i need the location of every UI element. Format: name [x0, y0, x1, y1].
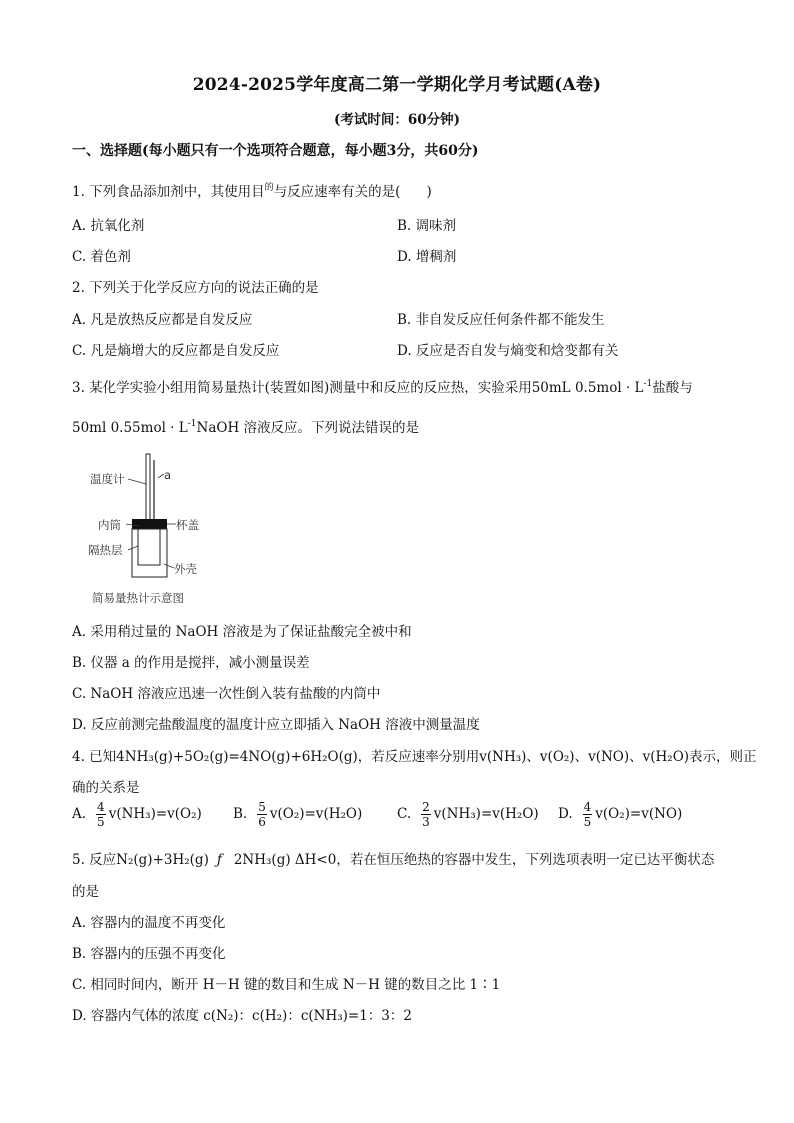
fraction-numerator: 5 [258, 800, 266, 814]
question-4-stem-line1: 4. 已知4NH₃(g)+5O₂(g)=4NO(g)+6H₂O(g)，若反应速率分别用v(NH₃)、v(O₂)、v(NO)、v(H₂O)表示，则正 [72, 749, 757, 765]
leader-thermometer [128, 479, 146, 484]
label-lid: 杯盖 [176, 518, 199, 532]
fraction-denominator: 5 [583, 815, 592, 829]
q5-option-b[interactable]: B. 容器内的压强不再变化 [72, 946, 226, 962]
q2-option-c[interactable]: C. 凡是熵增大的反应都是自发反应 [72, 343, 280, 359]
section-heading: 一、选择题(每小题只有一个选项符合题意，每小题3分，共60分) [72, 143, 479, 159]
q1-stem-part: ) [426, 184, 432, 200]
option-letter: B. [233, 806, 248, 822]
q3-exponent: -1 [643, 379, 653, 389]
question-4-stem-line2: 确的关系是 [72, 780, 140, 796]
q3-option-a[interactable]: A. 采用稍过量的 NaOH 溶液是为了保证盐酸完全被中和 [72, 624, 412, 640]
q5-option-a[interactable]: A. 容器内的温度不再变化 [72, 915, 226, 931]
option-expression: v(NH₃)=v(H₂O) [433, 806, 539, 822]
diagram-caption: 简易量热计示意图 [92, 591, 184, 605]
calorimeter-diagram [86, 446, 226, 608]
fraction [96, 800, 106, 829]
question-3-stem-line2 [72, 416, 419, 436]
q4-option-b[interactable] [233, 800, 362, 829]
option-letter: D. [558, 806, 573, 822]
q3-stem-part: NaOH 溶液反应。下列说法错误的是 [196, 420, 420, 436]
q1-option-c[interactable]: C. 着色剂 [72, 249, 131, 265]
option-expression: v(O₂)=v(NO) [595, 806, 683, 822]
question-2-stem: 2. 下列关于化学反应方向的说法正确的是 [72, 280, 319, 296]
q2-option-b[interactable]: B. 非自发反应任何条件都不能发生 [397, 312, 605, 328]
q4-option-c[interactable] [397, 800, 539, 829]
label-inner-cup: 内筒 [98, 518, 121, 532]
q3-option-b[interactable]: B. 仪器 a 的作用是搅拌，减小测量误差 [72, 655, 310, 671]
question-5-stem-line2: 的是 [72, 884, 99, 900]
exam-duration: (考试时间：60分钟) [333, 112, 461, 128]
q1-option-a[interactable]: A. 抗氧化剂 [72, 218, 145, 234]
fraction-denominator: 5 [97, 815, 105, 829]
exam-title: 2024-2025学年度高二第一学期化学月考试题(A卷) [192, 75, 602, 95]
fraction [583, 800, 593, 829]
q3-stem-part: 50ml 0.55mol · L [72, 420, 188, 436]
option-expression: v(O₂)=v(H₂O) [269, 806, 363, 822]
q2-option-a[interactable]: A. 凡是放热反应都是自发反应 [72, 312, 253, 328]
label-stirrer-a: a [164, 468, 172, 482]
fraction-denominator: 6 [258, 815, 266, 829]
q4-option-d[interactable] [558, 800, 682, 829]
label-shell: 外壳 [174, 562, 197, 576]
question-3-stem-line1 [72, 376, 693, 396]
q4-option-a[interactable] [72, 800, 202, 829]
q3-exponent: -1 [187, 419, 197, 429]
q1-option-d[interactable]: D. 增稠剂 [397, 249, 457, 265]
q3-stem-part: 盐酸与 [652, 380, 693, 396]
lid-shape [132, 519, 167, 529]
inner-cup-shape [138, 529, 160, 565]
q5-option-d[interactable]: D. 容器内气体的浓度 c(N₂)：c(H₂)：c(NH₃)=1：3：2 [72, 1008, 412, 1024]
q3-stem-part: 3. 某化学实验小组用简易量热计(装置如图)测量中和反应的反应热，实验采用50mL 0.5mol · L [72, 380, 644, 396]
q3-option-d[interactable]: D. 反应前测完盐酸温度的温度计应立即插入 NaOH 溶液中测量温度 [72, 717, 480, 733]
fraction [257, 800, 267, 829]
option-letter: A. [72, 806, 87, 822]
option-expression: v(NH₃)=v(O₂) [108, 806, 202, 822]
label-thermometer: 温度计 [90, 472, 125, 486]
q5-stem-part: 2NH₃(g) ΔH<0，若在恒压绝热的容器中发生，下列选项表明一定已达平衡状态 [233, 852, 715, 868]
q3-option-c[interactable]: C. NaOH 溶液应迅速一次性倒入装有盐酸的内筒中 [72, 686, 381, 702]
fraction-numerator: 4 [97, 800, 105, 814]
fraction [421, 800, 431, 829]
q1-option-b[interactable]: B. 调味剂 [397, 218, 457, 234]
fraction-numerator: 4 [583, 800, 592, 814]
option-letter: C. [397, 806, 412, 822]
q1-stem-glitch: 的 [264, 183, 274, 193]
equilibrium-arrow-icon: ƒ [216, 852, 222, 868]
q5-stem-part: 5. 反应N₂(g)+3H₂(g) [72, 852, 209, 868]
question-1-stem [72, 180, 432, 200]
fraction-denominator: 3 [422, 815, 430, 829]
fraction-numerator: 2 [422, 800, 430, 814]
q1-stem-part: 1. 下列食品添加剂中，其使用目 [72, 184, 265, 200]
label-insulation: 隔热层 [88, 543, 123, 557]
q2-option-d[interactable]: D. 反应是否自发与熵变和焓变都有关 [397, 343, 619, 359]
q5-option-c[interactable]: C. 相同时间内，断开 H－H 键的数目和生成 N－H 键的数目之比 1∶1 [72, 977, 501, 993]
q1-stem-part: 与反应速率有关的是( [273, 184, 401, 200]
question-5-stem-line1 [72, 848, 714, 868]
